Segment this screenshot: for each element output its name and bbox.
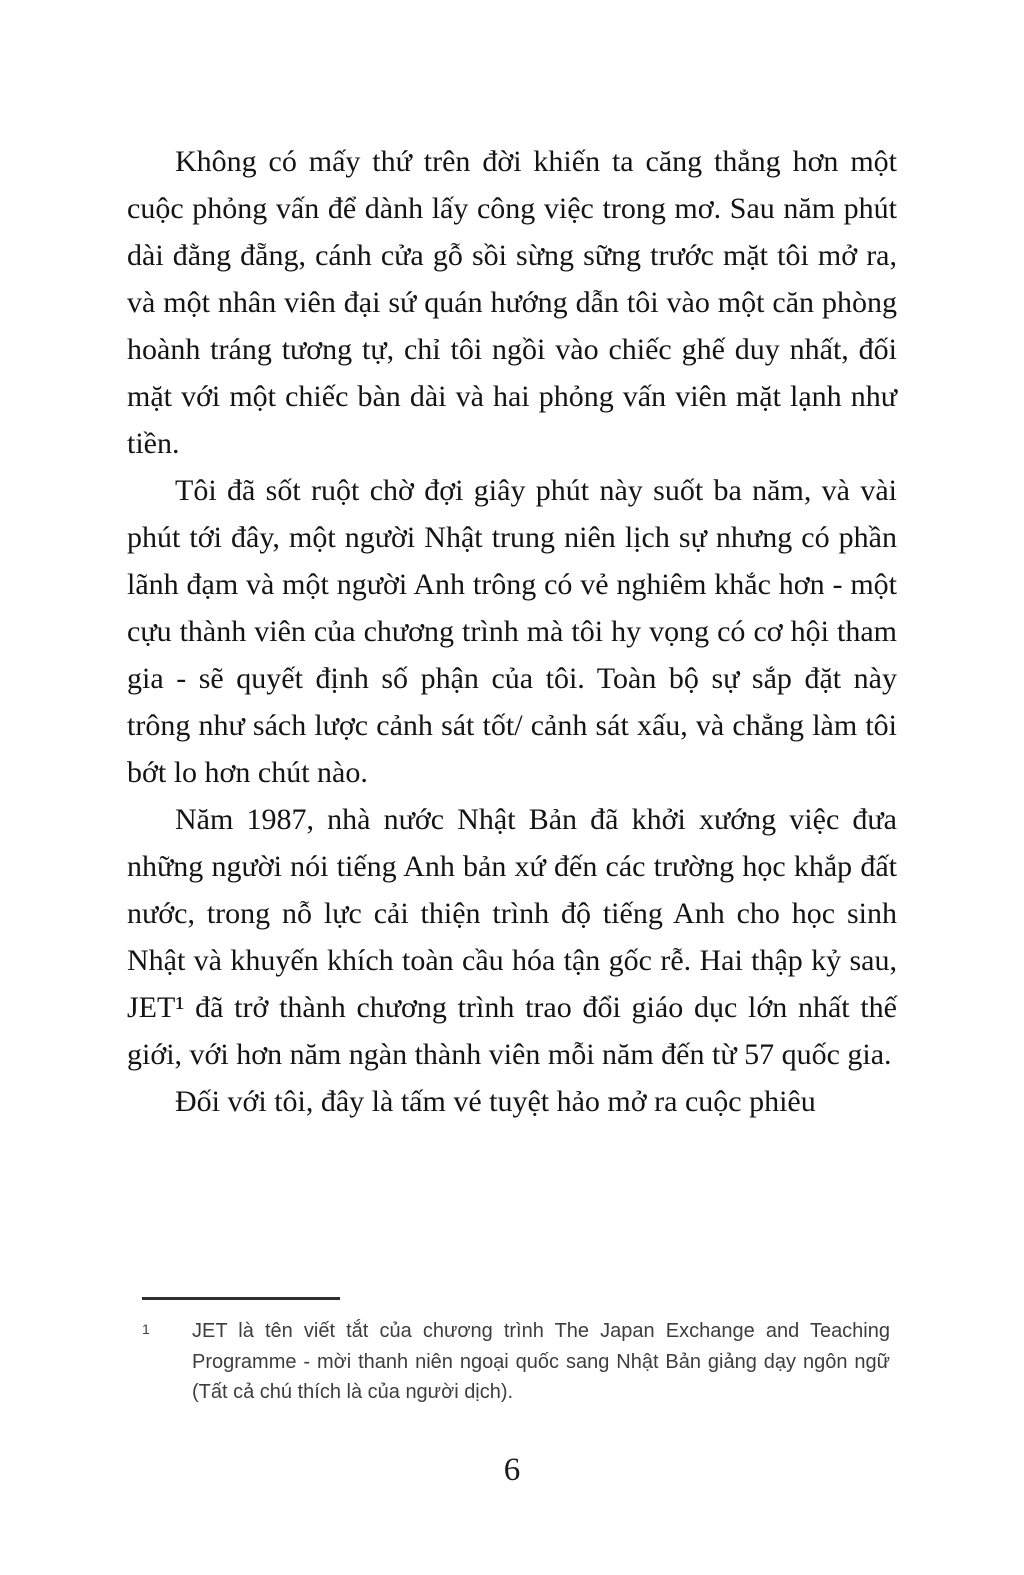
page-number: 6: [503, 1452, 521, 1488]
paragraph-2: Tôi đã sốt ruột chờ đợi giây phút này suốt ba năm, và vài phút tới đây, một người Nhật trung niên lịch sự nhưng có phần lãnh đạm và một người Anh trông có vẻ nghiêm khắc hơn - một cựu thành viên của chương trình mà tôi hy vọng có cơ hội tham gia - sẽ quyết định số phận của tôi. Toàn bộ sự sắp đặt này trông như sách lược cảnh sát tốt/ cảnh sát xấu, và chẳng làm tôi bớt lo hơn chút nào.: [127, 474, 897, 789]
footnote: [142, 1316, 890, 1408]
body-text: [127, 138, 897, 1125]
paragraph-4: Đối với tôi, đây là tấm vé tuyệt hảo mở ra cuộc phiêu: [175, 1085, 816, 1118]
footnote-area: [142, 1297, 890, 1408]
footnote-marker: 1: [142, 1321, 150, 1337]
paragraph-3: Năm 1987, nhà nước Nhật Bản đã khởi xướng việc đưa những người nói tiếng Anh bản xứ đến các trường học khắp đất nước, trong nỗ lực cải thiện trình độ tiếng Anh cho học sinh Nhật và khuyến khích toàn cầu hóa tận gốc rễ. Hai thập kỷ sau, JET¹ đã trở thành chương trình trao đổi giáo dục lớn nhất thế giới, với hơn năm ngàn thành viên mỗi năm đến từ 57 quốc gia.: [127, 803, 897, 1071]
footnote-text: JET là tên viết tắt của chương trình The Japan Exchange and Teaching Programme - mời thanh niên ngoại quốc sang Nhật Bản giảng dạy ngôn ngữ (Tất cả chú thích là của người dịch).: [192, 1320, 890, 1403]
paragraph-1: Không có mấy thứ trên đời khiến ta căng thẳng hơn một cuộc phỏng vấn để dành lấy công việc trong mơ. Sau năm phút dài đằng đẵng, cánh cửa gỗ sồi sừng sững trước mặt tôi mở ra, và một nhân viên đại sứ quán hướng dẫn tôi vào một căn phòng hoành tráng tương tự, chỉ tôi ngồi vào chiếc ghế duy nhất, đối mặt với một chiếc bàn dài và hai phỏng vấn viên mặt lạnh như tiền.: [127, 145, 897, 460]
footnote-divider: [142, 1297, 340, 1300]
